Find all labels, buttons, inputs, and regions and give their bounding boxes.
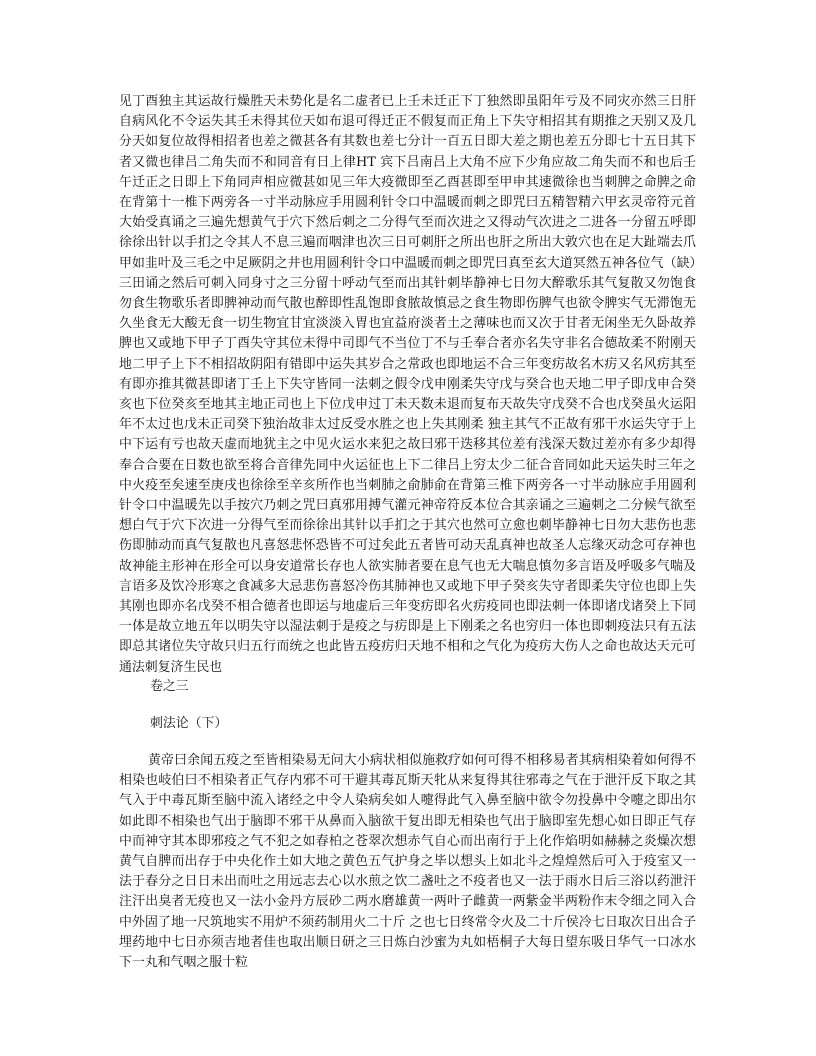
chapter-heading: 刺法论（下）: [150, 716, 228, 731]
volume-heading: 卷之三: [150, 679, 189, 694]
body-paragraph-2: 黄帝曰余闻五疫之至皆相染易无问大小病状相似施救疗如何可得不相移易者其病相染着如何得不相染也岐伯曰不相染者正气存内邪不可干避其毒瓦斯天牝从来复得其往邪毒之气在于泄汗反下取之其气入于中毒瓦斯至脑中流入诸经之中令人染病矣如人嚏得此气入鼻至脑中欲令勿投鼻中令嚏之即出尔如此即不相染也气出于脑即不邪干从鼻而入脑欲干复出即无相染也气出于脑即室先想心如日即正气存中而神守其本即邪疫之气不犯之如春柏之苍翠次想赤气自心而出南行于上化作焰明如赫赫之炎燥次想黄气自脾而出存于中央化作土如大地之黄色五气护身之毕以想头上如北斗之煌煌然后可入于疫室又一法于春分之日日未出而吐之用远志去心以水煎之饮二盏吐之不疫者也又一法于雨水日后三浴以药泄汗注汗出臭者无疫也又一法小金丹方辰砂二两水磨雄黄一两叶子雌黄一两紫金半两粉作末令细之同入合中外固了地一尺筑地实不用炉不须药制用火二十斤 之也七日终常令火及二十斤侯冷七日取次日出合子埋药地中七日亦须吉地者佳也取出顺日研之三日炼白沙蜜为丸如梧桐子大每日望东吸日华气一口冰水下一丸和气咽之服十粒: [119, 753, 696, 971]
body-paragraph-1: 见丁酉独主其运故行燥胜天未势化是名二虚者已上壬未迁正下丁独然即虽阳年亏及不同灾亦然三日肝自病风化不令运失其壬未得其位天如布退可得迁正不假复而正角上下失守相招其有期推之天别又及几分天如复位故得相招者也差之微甚各有其数也差七分计一百五日即大差之期也差五分即七十五日其下者又微也律吕二角失而不和同音有日上律HT 宾下吕南吕上大角不应下少角应故二角失而不和也后壬午迁正之日即上下角同声相应微甚如见三年大疫微即至乙酉甚即至甲申其速微徐也当刺脾之命脾之命在背第十一椎下两旁各一寸半动脉应手用圆利针令口中温暖而刺之即咒曰五精智精六甲玄灵帝符元首大始受真诵之三遍先想黄气于穴下然后刺之二分得气至而次进之又得动气次进之二进各一分留五呼即徐徐出针以手扪之令其人不息三遍而咽津也次三日可刺肝之所出也肝之所出大敦穴也在足大趾端去爪甲如韭叶及三毛之中足厥阴之井也用圆利针令口中温暖而刺之即咒曰真至玄大道冥然五神各位气（缺）三田诵之然后可刺入同身寸之三分留十呼动气至而出其针刺毕静神七日勿大醉歌乐其气复散又勿饱食勿食生物歌乐者即脾神动而气散也醉即性乱饱即食脓故慎忌之食生物即伤脾气也欲令脾实气无滞饱无久坐食无大酸无食一切生物宜甘宜淡淡入胃也宜益府淡者土之薄味也而又次于甘者无闲坐无久卧故养脾也又或地下甲子丁酉失守其位未得中司即气不当位丁不与壬奉合者亦名失守非名合德故柔不附刚天地二甲子上下不相招故阴阳有错即中运失其岁合之常政也即地运不合三年变疠故名木疠又名风疠其至有即亦推其微甚即诸丁壬上下失守皆同一法刺之假令戊申刚柔失守戊与癸合也天地二甲子即戊申合癸亥也下位癸亥至地其主地正司也上下位戊申过丁未天数未退而复布天故失守戊癸不合也戊癸虽火运阳年不太过也戊未正司癸下独治故非太过反受水胜之也上失其刚柔 独主其气不正故有邪干水运失守于上中下运有亏也故天虚而地犹主之中见火运水来犯之故曰邪干迭移其位差有浅深天数过差亦有多少却得奉合合要在日数也欲至将合音律先同中火运征也上下二律吕上穷太少二征合音同如此天运失时三年之中火疫至矣速至庚戌也徐徐至辛亥所作也当刺肺之俞肺俞在背第三椎下两旁各一寸半动脉应手用圆利针令口中温暖先以手按穴乃刺之咒曰真邪用搏气灌元神帝符反本位合其亲诵之三遍刺之二分候气欲至想白气于穴下次进一分得气至而徐徐出其针以手扪之于其穴也然可立愈也刺毕静神七日勿大悲伤也悲伤即肺动而真气复散也凡喜怒悲怀恐皆不可过矣此五者皆可动天乱真神也故圣人忘缘灭动念可存神也故神能主形神在形全可以身安道常长存也人欲实肺者要在息气也无大喘息慎勿多言语及呼吸多气喘及言语多及饮冷形寒之食减多大忌悲伤喜怒冷伤其肺神也又或地下甲子癸亥失守者即柔失守位也即上失其刚也即亦名戊癸不相合德者也即运与地虚后三年变疠即名火疠疫同也即法刺一体即诸戊诸癸上下同一体是故立地五年以明失守以湿法刺于是疫之与疠即是上下刚柔之名也穷归一体也即刺疫法只有五法即总其诸位失守故只归五行而统之也此皆五疫疠归天地不相和之气化为疫疠大伤人之命也故达天元可通法刺复济生民也: [119, 94, 696, 675]
